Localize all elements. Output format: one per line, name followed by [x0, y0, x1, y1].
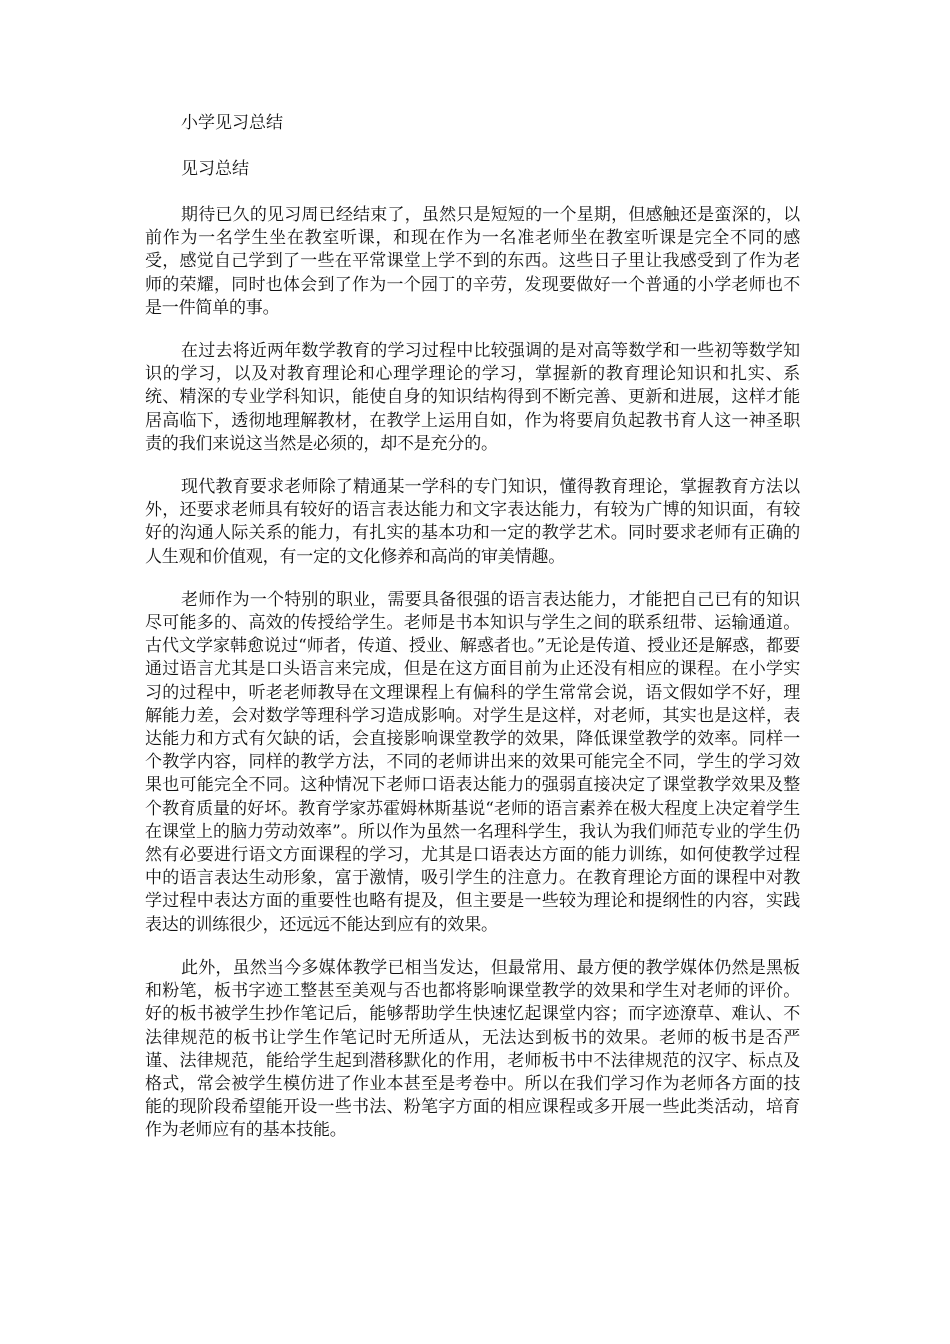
document-subtitle: 见习总结 — [181, 159, 249, 179]
paragraph-1: 期待已久的见习周已经结束了，虽然只是短短的一个星期，但感触还是蛮深的，以前作为一名学生坐在教室听课，和现在作为一名准老师坐在教室听课是完全不同的感受，感觉自己学到了一些在平常课堂上学不到的东西。这些日子里让我感受到了作为老师的荣耀，同时也体会到了作为一个园丁的辛劳，发现要做好一个普通的小学老师也不是一件简单的事。 — [145, 205, 800, 318]
paragraph-2: 在过去将近两年数学教育的学习过程中比较强调的是对高等数学和一些初等数学知识的学习，以及对教育理论和心理学理论的学习，掌握新的教育理论知识和扎实、系统、精深的专业学科知识，能使自身的知识结构得到不断完善、更新和进展，这样才能居高临下，透彻地理解教材，在教学上运用自如，作为将要肩负起教书育人这一神圣职责的我们来说这当然是必须的，却不是充分的。 — [145, 341, 800, 454]
paragraph-5: 此外，虽然当今多媒体教学已相当发达，但最常用、最方便的教学媒体仍然是黑板和粉笔，板书字迹工整甚至美观与否也都将影响课堂教学的效果和学生对老师的评价。好的板书被学生抄作笔记后，能够帮助学生快速忆起课堂内容；而字迹潦草、难认、不法律规范的板书让学生作笔记时无所适从，无法达到板书的效果。老师的板书是否严谨、法律规范，能给学生起到潜移默化的作用，老师板书中不法律规范的汉字、标点及格式，常会被学生模仿进了作业本甚至是考卷中。所以在我们学习作为老师各方面的技能的现阶段希望能开设一些书法、粉笔字方面的相应课程或多开展一些此类活动，培育作为老师应有的基本技能。 — [145, 957, 800, 1141]
document-page — [145, 110, 800, 1163]
paragraph-4: 老师作为一个特别的职业，需要具备很强的语言表达能力，才能把自己已有的知识尽可能多的、高效的传授给学生。老师是书本知识与学生之间的联系纽带、运输通道。古代文学家韩愈说过“师者，传道、授业、解惑者也。”无论是传道、授业还是解惑，都要通过语言尤其是口头语言来完成，但是在这方面目前为止还没有相应的课程。在小学实习的过程中，听老老师教导在文理课程上有偏科的学生常常会说，语文假如学不好，理解能力差，会对数学等理科学习造成影响。对学生是这样，对老师，其实也是这样，表达能力和方式有欠缺的话，会直接影响课堂教学的效果，降低课堂教学的效率。同样一个教学内容，同样的教学方法，不同的老师讲出来的效果可能完全不同，学生的学习效果也可能完全不同。这种情况下老师口语表达能力的强弱直接决定了课堂教学效果及整个教育质量的好坏。教育学家苏霍姆林斯基说“老师的语言素养在极大程度上决定着学生在课堂上的脑力劳动效率”。所以作为虽然一名理科学生，我认为我们师范专业的学生仍然有必要进行语文方面课程的学习，尤其是口语表达方面的能力训练，如何使教学过程中的语言表达生动形象，富于激情，吸引学生的注意力。在教育理论方面的课程中对教学过程中表达方面的重要性也略有提及，但主要是一些较为理论和提纲性的内容，实践表达的训练很少，还远远不能达到应有的效果。 — [145, 589, 800, 935]
paragraph-3: 现代教育要求老师除了精通某一学科的专门知识，懂得教育理论，掌握教育方法以外，还要求老师具有较好的语言表达能力和文字表达能力，有较为广博的知识面，有较好的沟通人际关系的能力，有扎实的基本功和一定的教学艺术。同时要求老师有正确的人生观和价值观，有一定的文化修养和高尚的审美情趣。 — [145, 477, 800, 567]
document-title: 小学见习总结 — [181, 113, 283, 133]
